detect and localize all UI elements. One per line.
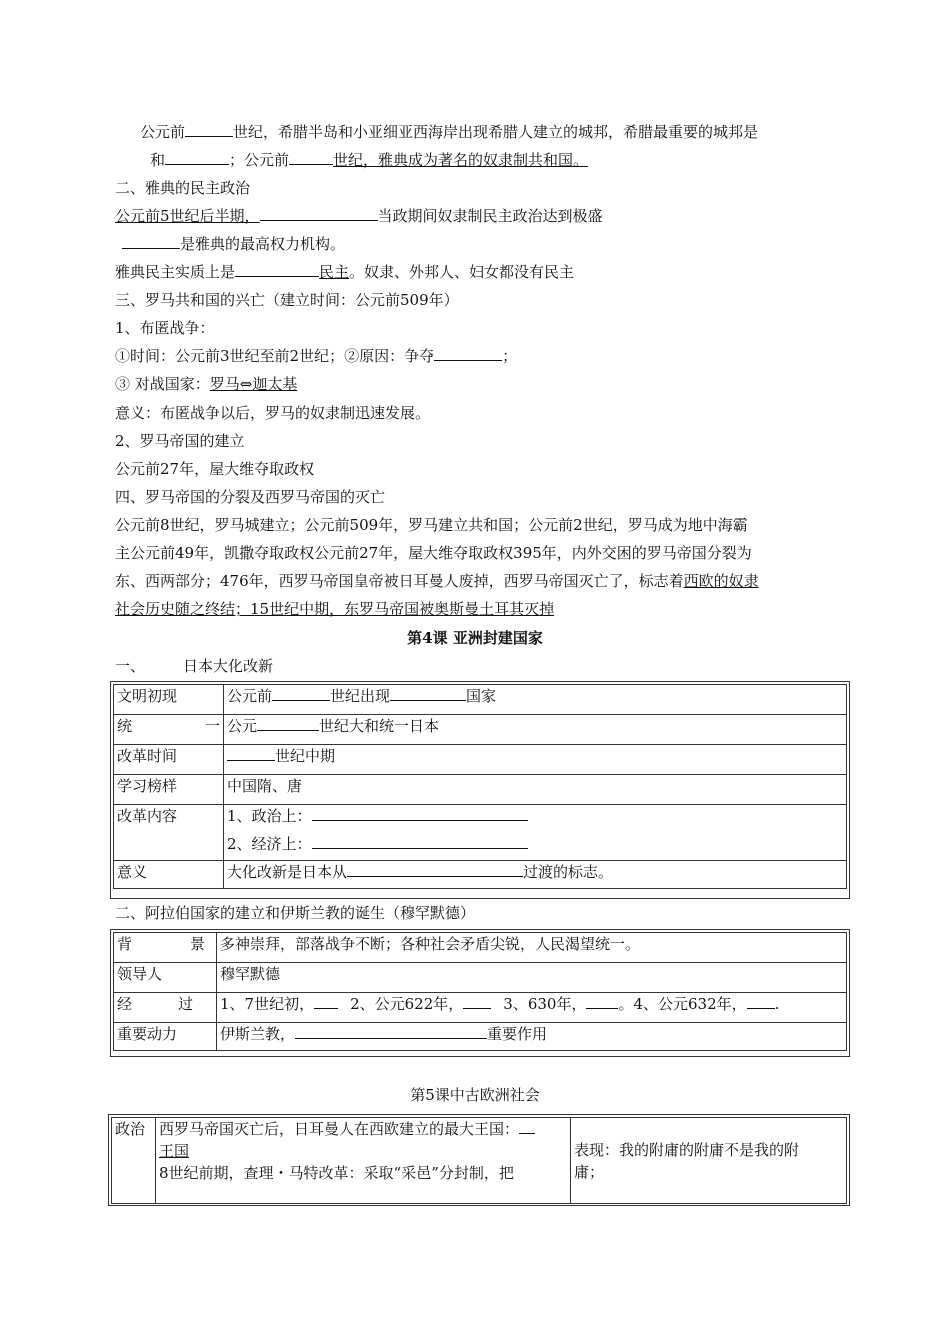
content-line: 表现：我的附庸的附庸不是我的附 xyxy=(574,1140,800,1159)
text: 世纪，雅典成为著名的奴隶制共和国。 xyxy=(333,151,589,169)
text-line: 主公元前49年，凯撒夺取政权公元前27年，屋大维夺取政权395年，内外交困的罗马帝国分裂为 xyxy=(115,544,752,562)
text-line xyxy=(140,122,758,142)
text-line xyxy=(115,571,759,591)
row-label: 改革时间 xyxy=(114,745,224,775)
fill-blank xyxy=(519,1119,535,1134)
section-heading: 二、雅典的民主政治 xyxy=(115,179,251,197)
text: ；公元前 xyxy=(229,151,290,169)
fill-blank xyxy=(289,150,333,165)
text: 世纪中期 xyxy=(275,747,336,765)
text: 一 xyxy=(204,717,220,735)
table-row xyxy=(114,775,847,805)
fill-blank xyxy=(165,150,229,165)
row-value xyxy=(224,685,847,715)
content-line: 庸； xyxy=(574,1162,605,1181)
row-value: 多神崇拜，部落战争不断；各种社会矛盾尖锐，人民渴望统一。 xyxy=(217,933,847,963)
row-value xyxy=(571,1118,847,1204)
row-value xyxy=(156,1118,571,1204)
text: 和 xyxy=(150,151,166,169)
text: 一、 xyxy=(115,657,146,675)
row-label: 学习榜样 xyxy=(114,775,224,805)
content-line xyxy=(227,833,843,855)
text: 3、630年， xyxy=(503,995,587,1013)
row-label xyxy=(114,993,217,1023)
text: 雅典民主实质上是 xyxy=(115,263,236,281)
text: 公元前 xyxy=(140,123,186,141)
text: ③ 对战国家： xyxy=(115,375,210,393)
medieval-table xyxy=(111,1117,847,1204)
text: 民主 xyxy=(319,263,350,281)
table-row xyxy=(114,933,847,963)
row-label xyxy=(114,933,217,963)
row-label: 领导人 xyxy=(114,963,217,993)
text: 国家 xyxy=(466,687,497,705)
sub-heading: 1、布匿战争： xyxy=(115,319,215,337)
text: 背 xyxy=(117,935,133,953)
table-row xyxy=(114,963,847,993)
content-line xyxy=(227,805,843,827)
fill-blank xyxy=(312,834,528,849)
text: 世纪大和统一日本 xyxy=(319,717,440,735)
fill-blank xyxy=(227,746,275,761)
table-row xyxy=(114,861,847,889)
text: ①时间：公元前3世纪至前2世纪；②原因：争夺 xyxy=(115,347,435,365)
fill-blank xyxy=(390,686,466,701)
fill-blank xyxy=(434,346,502,361)
row-label: 改革内容 xyxy=(114,805,224,861)
fill-blank xyxy=(312,806,528,821)
text-line: 公元前8世纪，罗马城建立；公元前509年，罗马建立共和国；公元前2世纪，罗马成为地中海霸 xyxy=(115,516,748,534)
text-line: 社会历史随之终结；15世纪中期，东罗马帝国被奥斯曼土耳其灭掉 xyxy=(115,600,555,618)
lesson-title: 第4课 亚洲封建国家 xyxy=(407,629,543,647)
text: 1、7世纪初， xyxy=(220,995,315,1013)
row-value xyxy=(224,745,847,775)
fill-blank xyxy=(463,994,491,1009)
text: 日本大化改新 xyxy=(183,657,274,675)
text: 西罗马帝国灭亡后，日耳曼人在西欧建立的最大王国： xyxy=(159,1120,520,1138)
row-label xyxy=(114,715,224,745)
fill-blank xyxy=(235,262,319,277)
text-line xyxy=(115,206,603,226)
text: 。奴隶、外邦人、妇女都没有民主 xyxy=(349,263,575,281)
table-row xyxy=(114,993,847,1023)
row-value: 中国隋、唐 xyxy=(224,775,847,805)
text: 大化改新是日本从 xyxy=(227,863,348,881)
fill-blank xyxy=(347,862,523,877)
text-line xyxy=(122,234,345,254)
text: 世纪，希腊半岛和小亚细亚西海岸出现希腊人建立的城邦，希腊最重要的城邦是 xyxy=(233,123,759,141)
section-heading: 四、罗马帝国的分裂及西罗马帝国的灭亡 xyxy=(115,488,386,506)
text: ； xyxy=(502,347,518,365)
row-value: 穆罕默德 xyxy=(217,963,847,993)
text: 伊斯兰教， xyxy=(220,1025,296,1043)
fill-blank xyxy=(257,716,319,731)
text: 2、经济上： xyxy=(227,835,312,853)
content-line: 8世纪前期，查理・马特改革：采取“采邑”分封制，把 xyxy=(159,1164,514,1182)
table-row xyxy=(114,1023,847,1051)
text: 当政期间奴隶制民主政治达到极盛 xyxy=(377,207,603,225)
text: 西欧的奴隶 xyxy=(683,572,759,590)
table-row xyxy=(114,805,847,861)
text: 重要作用 xyxy=(487,1025,548,1043)
text: 统 xyxy=(117,717,133,735)
sub-heading: 2、罗马帝国的建立 xyxy=(115,432,245,450)
fill-blank xyxy=(295,1024,487,1039)
fill-blank xyxy=(586,994,618,1009)
section-heading xyxy=(115,656,273,676)
fill-blank xyxy=(185,122,233,137)
table-row xyxy=(114,745,847,775)
text: 是雅典的最高权力机构。 xyxy=(180,235,346,253)
fill-blank xyxy=(122,234,180,249)
lesson-title: 第5课中古欧洲社会 xyxy=(410,1086,540,1104)
text: 公元 xyxy=(227,717,258,735)
text-line xyxy=(115,262,574,282)
text: 经 xyxy=(117,995,133,1013)
fill-blank xyxy=(314,994,338,1009)
table-row xyxy=(114,685,847,715)
row-value xyxy=(224,715,847,745)
text: 。4、公元632年， xyxy=(618,995,747,1013)
text: 公元前5世纪后半期， xyxy=(115,207,260,225)
text: 景 xyxy=(189,935,205,953)
row-label: 政治 xyxy=(112,1118,156,1204)
row-label: 文明初现 xyxy=(114,685,224,715)
text-line xyxy=(115,346,517,366)
text: 东、西两部分；476年，西罗马帝国皇帝被日耳曼人废掉，西罗马帝国灭亡了，标志着 xyxy=(115,572,684,590)
row-label: 重要动力 xyxy=(114,1023,217,1051)
fill-blank xyxy=(272,686,330,701)
section-heading: 二、阿拉伯国家的建立和伊斯兰教的诞生（穆罕默德） xyxy=(115,904,476,922)
row-value xyxy=(217,993,847,1023)
row-label: 意义 xyxy=(114,861,224,889)
section-heading: 三、罗马共和国的兴亡（建立时间：公元前509年） xyxy=(115,291,459,309)
japan-table xyxy=(113,684,847,889)
text-line: 公元前27年，屋大维夺取政权 xyxy=(115,460,315,478)
text: 1、政治上： xyxy=(227,807,312,825)
table-row xyxy=(112,1118,847,1204)
arab-table xyxy=(113,932,847,1051)
text-line xyxy=(150,150,588,170)
row-value xyxy=(224,861,847,889)
content-line: 王国 xyxy=(159,1142,190,1160)
text: . xyxy=(774,995,780,1013)
fill-blank xyxy=(260,206,378,221)
row-value xyxy=(217,1023,847,1051)
table-row xyxy=(114,715,847,745)
fill-blank xyxy=(747,994,775,1009)
text: 罗马⇔迦太基 xyxy=(209,375,298,393)
text: 过 xyxy=(177,995,193,1013)
text-line: 意义：布匿战争以后，罗马的奴隶制迅速发展。 xyxy=(115,404,431,422)
text: 世纪出现 xyxy=(330,687,391,705)
row-value xyxy=(224,805,847,861)
text: 过渡的标志。 xyxy=(523,863,614,881)
text-line xyxy=(115,374,297,394)
text: 公元前 xyxy=(227,687,273,705)
text: 2、公元622年， xyxy=(350,995,464,1013)
content-line xyxy=(159,1118,567,1140)
